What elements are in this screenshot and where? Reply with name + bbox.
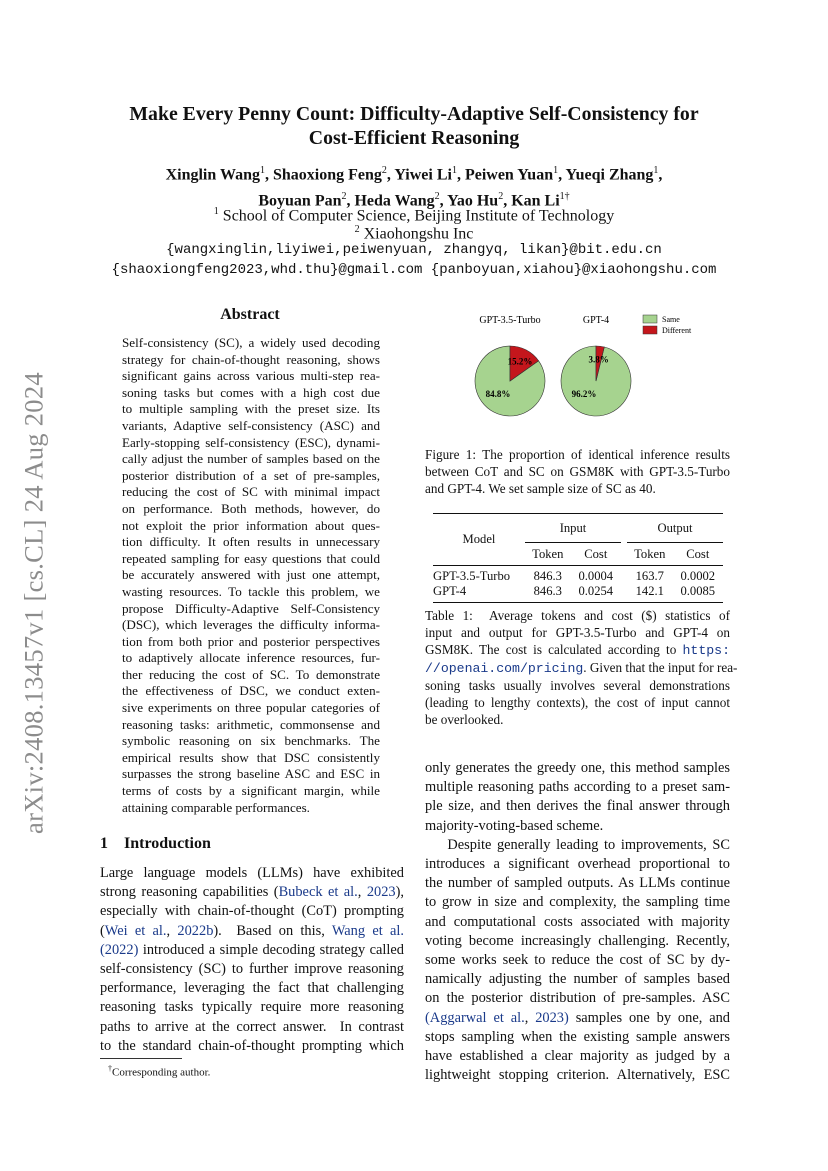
footnote-mark: †: [108, 1064, 112, 1073]
section-title: Introduction: [124, 835, 211, 852]
text-run: ple size, and then derives the final answer through: [425, 798, 730, 815]
figure-1-caption: [425, 446, 730, 497]
text-run: ). Based on this,: [213, 922, 332, 939]
citation-link[interactable]: Wei et al.: [104, 922, 167, 939]
chart-legend: [643, 315, 692, 335]
text-run: ,: [524, 1009, 536, 1026]
caption-line: between CoT and SC on GSM8K with GPT-3.5-Turbo: [425, 464, 730, 479]
pie-0: [475, 315, 545, 416]
text-run: ,: [357, 884, 367, 901]
author-affiliation-mark: 1: [553, 165, 559, 176]
row-output-token: 163.7: [627, 566, 673, 585]
text-run: Table 1: Average tokens and cost ($) statistics of: [425, 608, 730, 623]
abstract-line: tion difficulty. It often results in unnecessary: [122, 534, 380, 550]
title-line-2: Cost-Efficient Reasoning: [308, 127, 520, 149]
section-number: 1: [100, 835, 108, 852]
table-1: [433, 513, 723, 603]
text-run: strong reasoning capabilities (: [100, 884, 279, 901]
text-run: reasoning tasks typically require more reasoning: [100, 999, 404, 1016]
text-line: [425, 874, 730, 893]
text-run: introduced a simple decoding strategy called: [138, 941, 404, 958]
affiliation-1-text: School of Computer Science, Beijing Institute of Technology: [218, 207, 615, 225]
row-output-token: 142.1: [627, 584, 673, 603]
authors-line-2: Boyuan Pan$^2$, Heda Wang$^2$, Yao Hu$^2$, Kan $Li^{1\dagger}$: [258, 191, 570, 210]
citation-link[interactable]: Wang et al.: [331, 922, 404, 939]
abstract-line: variants, Adaptive self-consistency (ASC) and: [122, 417, 380, 433]
text-line: [425, 836, 730, 855]
author-name: Yiwei Li: [394, 166, 452, 184]
text-run: soning tasks usually involves several demonstrations: [425, 678, 730, 693]
text-line: [425, 817, 730, 836]
text-run: (leading to lengthy contexts), the cost of input cannot: [425, 695, 730, 710]
author-affiliation-mark: 1: [451, 165, 457, 176]
row-input-token: 846.3: [525, 566, 571, 585]
legend-label: Different: [662, 326, 692, 335]
figure-1: [425, 305, 730, 425]
author-affiliation-mark: 1: [259, 165, 265, 176]
legend-swatch-different: [643, 326, 657, 334]
text-line: [425, 1028, 730, 1047]
arxiv-sidebar: [2, 355, 66, 850]
title-line-1: Make Every Penny Count: Difficulty-Adaptive Self-Consistency for: [129, 103, 699, 125]
text-line: [425, 797, 730, 816]
data-label-different: 15.2%: [507, 356, 533, 367]
text-line: [100, 1018, 404, 1037]
intro-left-column: [100, 864, 404, 1056]
affiliation-2-text: Xiaohongshu Inc: [359, 225, 474, 243]
text-line: [425, 1047, 730, 1066]
text-run: self-consistency (SC) to further improve reasoning: [100, 961, 404, 978]
legend-swatch-same: [643, 315, 657, 323]
text-run: to grow in size and complexity, the sampling time: [425, 894, 730, 911]
header-output-token: Token: [634, 546, 666, 561]
table-row: [433, 566, 723, 585]
text-run: GSM8K. The cost is calculated according to: [425, 642, 683, 657]
text-run: stops sampling when the existing sample answers: [425, 1028, 730, 1045]
citation-link[interactable]: 2023: [535, 1009, 564, 1026]
author-affiliation-mark: 2: [498, 191, 504, 203]
footnote-text: Corresponding author.: [112, 1066, 211, 1079]
text-run: be overlooked.: [425, 712, 504, 727]
header-input-cost: Cost: [584, 546, 608, 561]
text-run: majority-voting-based scheme.: [425, 817, 604, 834]
text-run: multiple reasoning paths according to a preset sam-: [425, 779, 730, 796]
text-line: [425, 913, 730, 932]
author-affiliation-mark: 2: [434, 191, 440, 203]
citation-link[interactable]: (: [425, 1009, 430, 1026]
author-name: Kan Li: [511, 192, 560, 210]
abstract-line: the effectiveness of DSC, we conduct exten-: [122, 683, 380, 699]
text-line: [425, 893, 730, 912]
abstract-line: Early-stopping self-consistency (ESC), dynami-: [122, 434, 380, 450]
author-affiliation-mark: 1†: [559, 191, 570, 203]
caption-line: Figure 1: The proportion of identical inference results: [425, 447, 730, 462]
text-line: [100, 941, 404, 960]
abstract-line: to adaptively allocate inference resources, fur-: [122, 650, 380, 666]
pie-1: [561, 315, 631, 416]
abstract-body: [122, 335, 380, 816]
citation-link[interactable]: Aggarwal et al.: [429, 1009, 525, 1026]
abstract-line: (DSC), which leverages the difficulty informa-: [122, 617, 380, 633]
text-run: especially with chain-of-thought (CoT) prompting: [100, 903, 404, 920]
text-run: . Given that the input for rea-: [583, 660, 738, 675]
caption-line: and GPT-4. We set sample size of SC as 40.: [425, 481, 656, 496]
abstract-line: cally adjust the number of samples based on the: [122, 451, 380, 467]
data-label-same: 84.8%: [485, 389, 511, 399]
row-model: GPT-4: [433, 584, 525, 603]
text-line: [425, 624, 730, 641]
text-run: paths to arrive at the correct answer. In contrast: [100, 1018, 404, 1035]
text-line: [425, 778, 730, 797]
citation-link[interactable]: ): [564, 1009, 569, 1026]
abstract-line: repeated sampling for easy questions that could: [122, 550, 380, 566]
abstract-line: ther reducing the cost of SC. To demonstrate: [122, 666, 380, 682]
url-link[interactable]: https:: [682, 643, 730, 658]
citation-link[interactable]: 2023: [366, 884, 396, 901]
abstract-line: not exploit the prior information about ques-: [122, 517, 380, 533]
text-line: [100, 864, 404, 883]
text-line: [100, 883, 404, 902]
text-run: have established a clear majority as judged by a: [425, 1048, 730, 1065]
text-line: [425, 932, 730, 951]
text-run: Large language models (LLMs) have exhibited: [100, 865, 404, 881]
text-run: lightweight stopping criterion. Alternatively, ESC: [425, 1067, 730, 1084]
text-line: [425, 855, 730, 874]
header-output-cost: Cost: [686, 546, 710, 561]
row-model: GPT-3.5-Turbo: [433, 566, 525, 585]
abstract-line: symbolic reasoning on six benchmarks. The: [122, 733, 380, 749]
email-line-1: {wangxinglin,liyiwei,peiwenyuan, zhangyq, likan}@bit.edu.cn: [166, 242, 662, 258]
paper-title: [100, 102, 728, 150]
row-output-cost: 0.0002: [673, 566, 723, 585]
email-line-2: {shaoxiongfeng2023,whd.thu}@gmail.com {panboyuan,xiahou}@xiaohongshu.com: [111, 262, 717, 278]
abstract-line: strategy for chain-of-thought reasoning, shows: [122, 351, 380, 367]
author-name: Xinglin Wang: [165, 166, 260, 184]
abstract-line: soning tasks but comes with a high cost due: [122, 384, 380, 400]
table-1-caption: [425, 607, 738, 728]
text-line: [425, 759, 730, 778]
section-heading-introduction: [100, 835, 211, 853]
authors-line-1: Xinglin Wang$^1$, Shaoxiong Feng$^2$, Yiwei Li$^1$, Peiwen Yuan$^1$, Yueqi Zhang$^1$,: [165, 165, 663, 184]
text-line: [100, 922, 404, 941]
citation-link[interactable]: 2022b: [177, 922, 214, 939]
author-name: Peiwen Yuan: [464, 166, 554, 184]
cost-table: [433, 513, 723, 603]
text-line: [425, 1009, 730, 1028]
pie-title: GPT-3.5-Turbo: [479, 315, 541, 326]
text-line: [425, 951, 730, 970]
header-model: Model: [462, 532, 496, 546]
header-input-group: Input: [525, 514, 621, 543]
text-line: [100, 979, 404, 998]
table-row: [433, 584, 723, 603]
text-run: some works seek to reduce the cost of SC by dy-: [425, 952, 730, 969]
header-output-group: Output: [627, 514, 723, 543]
text-line: [425, 659, 738, 677]
text-line: [425, 607, 730, 624]
abstract-line: to multiple sampling with the preset size. Its: [122, 401, 380, 417]
author-affiliation-mark: 2: [381, 165, 387, 176]
text-line: [425, 641, 730, 659]
text-run: and computational costs associated with majority: [425, 913, 730, 930]
text-line: [100, 902, 404, 921]
abstract-line: tion from both prior and posterior perspectives: [122, 633, 380, 649]
author-affiliation-mark: 1: [653, 165, 659, 176]
text-line: [100, 960, 404, 979]
author-name: Yueqi Zhang: [565, 166, 654, 184]
abstract-line: reducing the cost of SC with minimal impact: [122, 484, 380, 500]
abstract-line: reasoning tasks: arithmetic, commonsense and: [122, 716, 380, 732]
text-line: [425, 694, 730, 711]
abstract-line: terms of costs by a significant margin, while: [122, 783, 380, 799]
arxiv-id: arXiv:2408.13457v1 [cs.CL] 24 Aug 2024: [18, 371, 49, 834]
row-input-cost: 0.0004: [571, 566, 621, 585]
abstract-line: on performance. Both methods, however, do: [122, 500, 380, 516]
abstract-line: posterior distribution of a set of pre-samples,: [122, 467, 380, 483]
abstract-heading: Abstract: [220, 306, 280, 323]
text-line: [425, 711, 730, 728]
text-line: [425, 970, 730, 989]
text-run: Despite generally leading to improvements, SC: [425, 836, 730, 853]
abstract-line: attaining comparable performances.: [122, 799, 310, 815]
row-input-cost: 0.0254: [571, 584, 621, 603]
author-name: Boyuan Pan: [258, 192, 342, 210]
pie-chart: [425, 305, 730, 425]
data-label-same: 96.2%: [571, 389, 597, 399]
text-run: introduces a significant overhead proportional to: [425, 856, 730, 873]
abstract-line: empirical results show that DSC consistently: [122, 749, 380, 765]
text-line: [100, 1037, 404, 1056]
abstract-line: sive experiments on three popular categories of: [122, 700, 380, 716]
text-run: performance, leveraging the fact that challenging: [100, 980, 404, 997]
citation-link[interactable]: (2022): [100, 941, 139, 958]
text-run: to the standard chain-of-thought prompting which: [100, 1037, 404, 1054]
url-link[interactable]: //openai.com/pricing: [425, 661, 584, 676]
text-line: [425, 1066, 730, 1085]
author-name: Shaoxiong Feng: [272, 166, 382, 184]
row-output-cost: 0.0085: [673, 584, 723, 603]
author-name: Heda Wang: [354, 192, 435, 210]
abstract-line: propose Difficulty-Adaptive Self-Consistency: [122, 600, 380, 616]
abstract-line: Self-consistency (SC), a widely used decoding: [122, 335, 380, 350]
text-run: ,: [166, 922, 178, 939]
abstract-line: wasting resources. To tackle this problem, we: [122, 583, 380, 599]
text-run: namically adjusting the number of samples based: [425, 971, 730, 988]
text-line: [425, 677, 730, 694]
text-run: ),: [395, 884, 404, 901]
author-affiliation-mark: 2: [341, 191, 347, 203]
text-run: samples one by one, and: [568, 1009, 730, 1026]
citation-link[interactable]: Bubeck et al.: [278, 884, 358, 901]
footnote-rule: [100, 1058, 182, 1059]
data-label-different: 3.8%: [588, 354, 609, 365]
author-name: Yao Hu: [447, 192, 499, 210]
abstract-line: significant gains across various multi-step rea-: [122, 368, 380, 384]
row-input-token: 846.3: [525, 584, 571, 603]
text-run: voting become increasingly challenging. Recently,: [425, 932, 730, 949]
affiliation-2-mark: 2: [354, 224, 360, 235]
abstract-line: be accurately answered with just one attempt,: [122, 567, 380, 583]
header-input-token: Token: [532, 546, 564, 561]
intro-right-column: [425, 759, 730, 1085]
affiliation-1-mark: 1: [213, 206, 219, 217]
text-run: input and output for GPT-3.5-Turbo and GPT-4 on: [425, 625, 730, 640]
abstract-line: surpasses the strong baseline ASC and ESC in: [122, 766, 380, 782]
pie-title: GPT-4: [582, 315, 610, 326]
legend-label: Same: [662, 315, 680, 324]
text-run: the number of sampled outputs. As LLMs continue: [425, 875, 730, 892]
text-run: on the posterior distribution of pre-samples. ASC: [425, 990, 730, 1007]
text-run: only generates the greedy one, this method samples: [425, 760, 730, 776]
text-line: [425, 989, 730, 1008]
footnote: [108, 1064, 210, 1079]
text-run: (: [100, 922, 105, 939]
text-line: [100, 998, 404, 1017]
